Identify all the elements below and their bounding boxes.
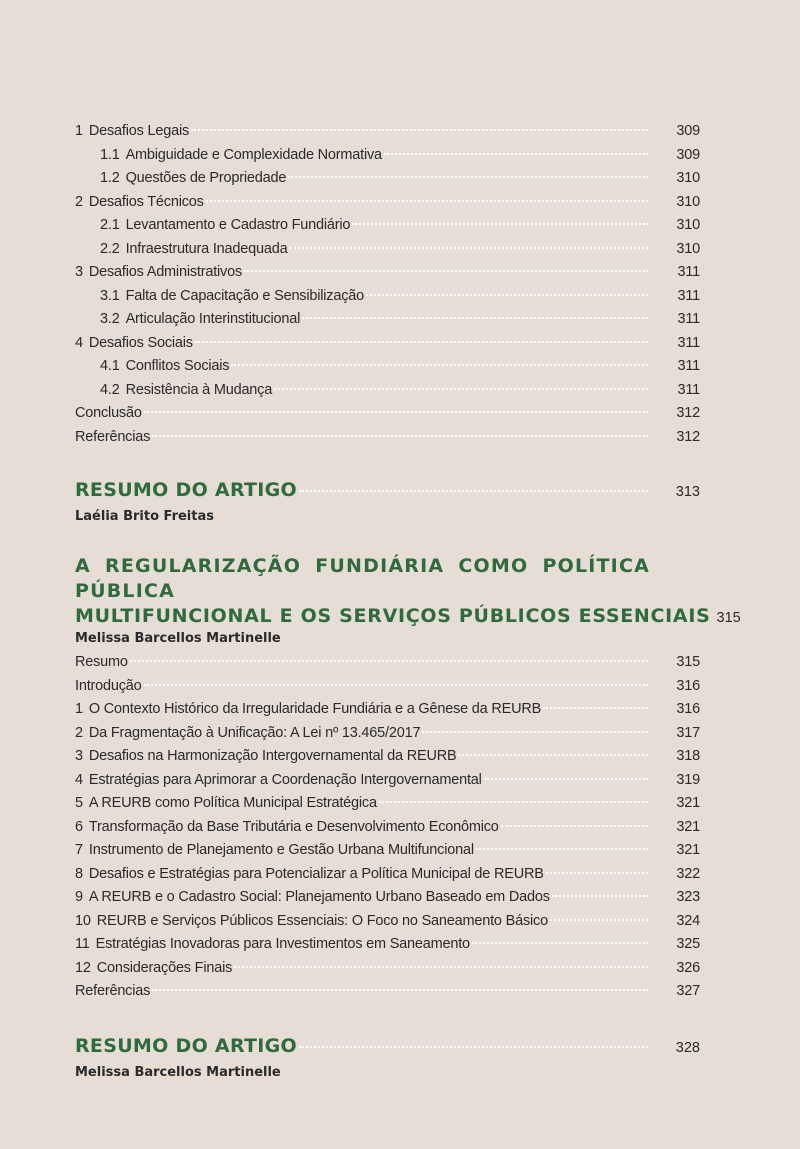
toc-entry-number: 2.1 <box>100 217 120 233</box>
dot-leader <box>152 435 648 437</box>
toc-entry[interactable] <box>75 839 700 863</box>
dot-leader <box>288 176 648 178</box>
toc-entry-number: 5 <box>75 795 83 811</box>
toc-entry-label: Referências <box>75 428 151 445</box>
toc-entry-label: Instrumento de Planejamento e Gestão Urbana Multifuncional <box>88 842 474 858</box>
page-number: 309 <box>676 123 700 139</box>
toc-entry[interactable] <box>75 402 700 426</box>
toc-entry-label: Infraestrutura Inadequada <box>125 240 288 257</box>
dot-leader <box>352 223 648 225</box>
page-number: 324 <box>676 912 700 929</box>
toc-entry-label: Referências <box>75 983 151 999</box>
dot-leader <box>191 129 648 131</box>
dot-leader <box>234 966 648 968</box>
toc-entry-number: 6 <box>75 818 83 835</box>
toc-entry-number: 1.1 <box>100 146 120 163</box>
dot-leader <box>422 731 648 733</box>
toc-entry-label: Resumo <box>75 654 128 670</box>
table-of-contents <box>75 120 741 1083</box>
page-number: 311 <box>677 264 700 280</box>
page-number: 321 <box>676 842 700 858</box>
page-number: 310 <box>676 217 700 233</box>
dot-leader <box>484 778 648 780</box>
page-number: 311 <box>677 358 700 374</box>
page-number: 321 <box>676 818 700 835</box>
page-number: 311 <box>677 311 700 327</box>
page-number: 327 <box>676 983 700 999</box>
toc-entry-label: Desafios Administrativos <box>88 264 243 280</box>
dot-leader <box>552 895 648 897</box>
toc-entry[interactable] <box>75 957 700 981</box>
toc-entry-title <box>75 675 142 699</box>
page-number: 328 <box>675 1039 700 1056</box>
article-heading[interactable] <box>75 554 741 629</box>
toc-entry[interactable] <box>75 120 700 144</box>
toc-entry-title <box>75 355 229 379</box>
dot-leader <box>550 919 648 921</box>
page-number: 312 <box>676 405 700 421</box>
toc-entry-number: 7 <box>75 842 83 858</box>
toc-entry[interactable] <box>75 261 700 285</box>
page-number: 312 <box>676 428 700 445</box>
dot-leader <box>144 684 648 686</box>
toc-entry-label: Resistência à Mudança <box>125 381 273 398</box>
toc-entry[interactable] <box>75 285 700 309</box>
section1-list <box>75 120 700 449</box>
dot-leader <box>379 801 648 803</box>
page-number: 310 <box>676 240 700 257</box>
toc-entry-title <box>75 261 242 285</box>
page-number: 309 <box>676 146 700 163</box>
toc-entry-title <box>75 980 150 1004</box>
toc-entry-number: 2 <box>75 724 83 741</box>
toc-entry-label: Questões de Propriedade <box>125 170 287 186</box>
toc-entry-number: 3.1 <box>100 287 120 304</box>
toc-entry[interactable] <box>75 792 700 816</box>
toc-entry-title <box>75 285 364 309</box>
toc-entry-label: Introdução <box>75 677 142 694</box>
toc-entry[interactable] <box>75 675 700 699</box>
toc-entry-title <box>75 651 128 675</box>
toc-entry[interactable] <box>75 426 700 450</box>
toc-entry-number: 9 <box>75 889 83 905</box>
author: Melissa Barcellos Martinelle <box>75 631 281 646</box>
toc-entry-number: 4 <box>75 771 83 788</box>
toc-entry[interactable] <box>75 980 700 1004</box>
toc-entry-title <box>75 792 377 816</box>
toc-entry[interactable] <box>75 308 700 332</box>
page-number: 325 <box>676 936 700 952</box>
toc-entry-title <box>75 698 541 722</box>
dot-leader <box>546 872 648 874</box>
toc-entry-label: Conflitos Sociais <box>125 358 230 374</box>
toc-entry[interactable] <box>75 214 700 238</box>
toc-entry-label: Transformação da Base Tributária e Desenvolvimento Econômico <box>88 818 499 835</box>
page-number: 310 <box>676 193 700 210</box>
toc-entry-label: Desafios Sociais <box>88 334 193 351</box>
toc-entry[interactable] <box>75 698 700 722</box>
toc-entry[interactable] <box>75 355 700 379</box>
toc-entry-label: A REURB como Política Municipal Estratégica <box>88 795 377 811</box>
toc-entry-label: Considerações Finais <box>96 959 233 976</box>
toc-entry[interactable] <box>75 886 700 910</box>
page-number: 311 <box>677 381 700 398</box>
toc-entry-label: Desafios e Estratégias para Potencializar a Política Municipal de REURB <box>88 865 544 882</box>
dot-leader <box>299 490 648 492</box>
toc-entry-number: 3 <box>75 264 83 280</box>
toc-entry-title <box>75 191 204 215</box>
page-number: 326 <box>676 959 700 976</box>
toc-entry-number: 1.2 <box>100 170 120 186</box>
toc-entry[interactable] <box>75 745 700 769</box>
toc-entry-number: 2 <box>75 193 83 210</box>
author: Laélia Brito Freitas <box>75 509 214 524</box>
toc-entry-label: Levantamento e Cadastro Fundiário <box>125 217 351 233</box>
dot-leader <box>130 660 648 662</box>
toc-entry[interactable] <box>75 167 700 191</box>
dot-leader <box>458 754 648 756</box>
toc-entry[interactable] <box>75 651 700 675</box>
toc-entry-label: Falta de Capacitação e Sensibilização <box>125 287 365 304</box>
page-number: 313 <box>675 484 700 500</box>
toc-entry-label: Desafios Técnicos <box>88 193 204 210</box>
dot-leader <box>244 270 648 272</box>
toc-entry-number: 1 <box>75 123 83 139</box>
dot-leader <box>195 341 648 343</box>
page-number: 311 <box>677 334 700 351</box>
toc-entry-title <box>75 863 544 887</box>
page-number: 316 <box>676 677 700 694</box>
page-number: 310 <box>676 170 700 186</box>
resumo-title: RESUMO DO ARTIGO <box>75 1034 297 1057</box>
toc-entry-title <box>75 120 189 144</box>
dot-leader <box>152 989 648 991</box>
toc-entry-title <box>75 144 382 168</box>
page-number: 315 <box>676 654 700 670</box>
toc-entry[interactable] <box>75 238 700 262</box>
resumo-entry-2[interactable] <box>75 1035 700 1063</box>
toc-entry-label: Desafios Legais <box>88 123 190 139</box>
toc-entry-title <box>75 332 193 356</box>
toc-entry-title <box>75 745 456 769</box>
toc-entry-number: 4.1 <box>100 358 120 374</box>
toc-entry-number: 2.2 <box>100 240 120 257</box>
toc-entry-title <box>75 769 482 793</box>
dot-leader <box>501 825 648 827</box>
toc-entry-number: 3.2 <box>100 311 120 327</box>
toc-entry[interactable] <box>75 722 700 746</box>
page-number: 321 <box>676 795 700 811</box>
toc-entry-title <box>75 167 286 191</box>
dot-leader <box>274 388 648 390</box>
toc-entry-title <box>75 308 300 332</box>
toc-entry-title <box>75 379 272 403</box>
dot-leader <box>384 153 648 155</box>
toc-entry-title <box>75 238 287 262</box>
resumo-entry-1[interactable] <box>75 479 700 507</box>
toc-entry-number: 4 <box>75 334 83 351</box>
dot-leader <box>299 1046 648 1048</box>
article-title-line2: MULTIFUNCIONAL E OS SERVIÇOS PÚBLICOS ESSENCIAIS <box>75 605 711 627</box>
page-number: 322 <box>676 865 700 882</box>
toc-entry-label: Ambiguidade e Complexidade Normativa <box>125 146 382 163</box>
toc-entry-label: Estratégias Inovadoras para Investimentos em Saneamento <box>95 936 470 952</box>
page-number: 317 <box>676 724 700 741</box>
toc-entry-label: Articulação Interinstitucional <box>125 311 301 327</box>
toc-entry-number: 11 <box>75 936 90 952</box>
toc-entry-number: 10 <box>75 912 91 929</box>
dot-leader <box>366 294 648 296</box>
dot-leader <box>476 848 648 850</box>
toc-entry-label: O Contexto Histórico da Irregularidade Fundiária e a Gênese da REURB <box>88 701 542 717</box>
toc-entry[interactable] <box>75 144 700 168</box>
toc-entry[interactable] <box>75 816 700 840</box>
dot-leader <box>206 200 648 202</box>
toc-entry-title <box>75 957 232 981</box>
toc-entry[interactable] <box>75 332 700 356</box>
article2-list <box>75 651 700 1004</box>
toc-entry-title <box>75 839 474 863</box>
dot-leader <box>302 317 648 319</box>
toc-entry[interactable] <box>75 379 700 403</box>
toc-entry-label: Estratégias para Aprimorar a Coordenação Intergovernamental <box>88 771 482 788</box>
toc-entry-number: 12 <box>75 959 91 976</box>
resumo-title: RESUMO DO ARTIGO <box>75 479 297 501</box>
toc-entry-title <box>75 816 499 840</box>
toc-entry-number: 4.2 <box>100 381 120 398</box>
toc-entry-label: Conclusão <box>75 405 142 421</box>
page-number: 318 <box>676 748 700 764</box>
page-number: 316 <box>676 701 700 717</box>
toc-entry-label: Da Fragmentação à Unificação: A Lei nº 13.465/2017 <box>88 724 421 741</box>
toc-entry[interactable] <box>75 769 700 793</box>
toc-entry-title <box>75 933 470 957</box>
toc-entry-title <box>75 214 350 238</box>
toc-entry-title <box>75 886 550 910</box>
toc-entry-label: REURB e Serviços Públicos Essenciais: O Foco no Saneamento Básico <box>96 912 548 929</box>
dot-leader <box>543 707 648 709</box>
toc-entry[interactable] <box>75 863 700 887</box>
page-number: 315 <box>716 610 741 626</box>
toc-entry-number: 1 <box>75 701 83 717</box>
page-number: 319 <box>676 771 700 788</box>
toc-entry[interactable] <box>75 933 700 957</box>
toc-entry[interactable] <box>75 191 700 215</box>
toc-entry-title <box>75 426 150 450</box>
toc-entry-number: 3 <box>75 748 83 764</box>
toc-entry-title <box>75 402 142 426</box>
toc-entry-label: Desafios na Harmonização Intergovernamental da REURB <box>88 748 457 764</box>
page-number: 323 <box>676 889 700 905</box>
toc-entry-title <box>75 722 420 746</box>
dot-leader <box>289 247 648 249</box>
toc-entry-number: 8 <box>75 865 83 882</box>
page-number: 311 <box>677 287 700 304</box>
dot-leader <box>231 364 648 366</box>
article-title-line1: A REGULARIZAÇÃO FUNDIÁRIA COMO POLÍTICA PÚBLICA <box>75 555 650 602</box>
toc-entry-label: A REURB e o Cadastro Social: Planejamento Urbano Baseado em Dados <box>88 889 550 905</box>
toc-entry-title <box>75 910 548 934</box>
dot-leader <box>472 942 648 944</box>
author: Melissa Barcellos Martinelle <box>75 1064 281 1080</box>
dot-leader <box>144 411 648 413</box>
toc-entry[interactable] <box>75 910 700 934</box>
